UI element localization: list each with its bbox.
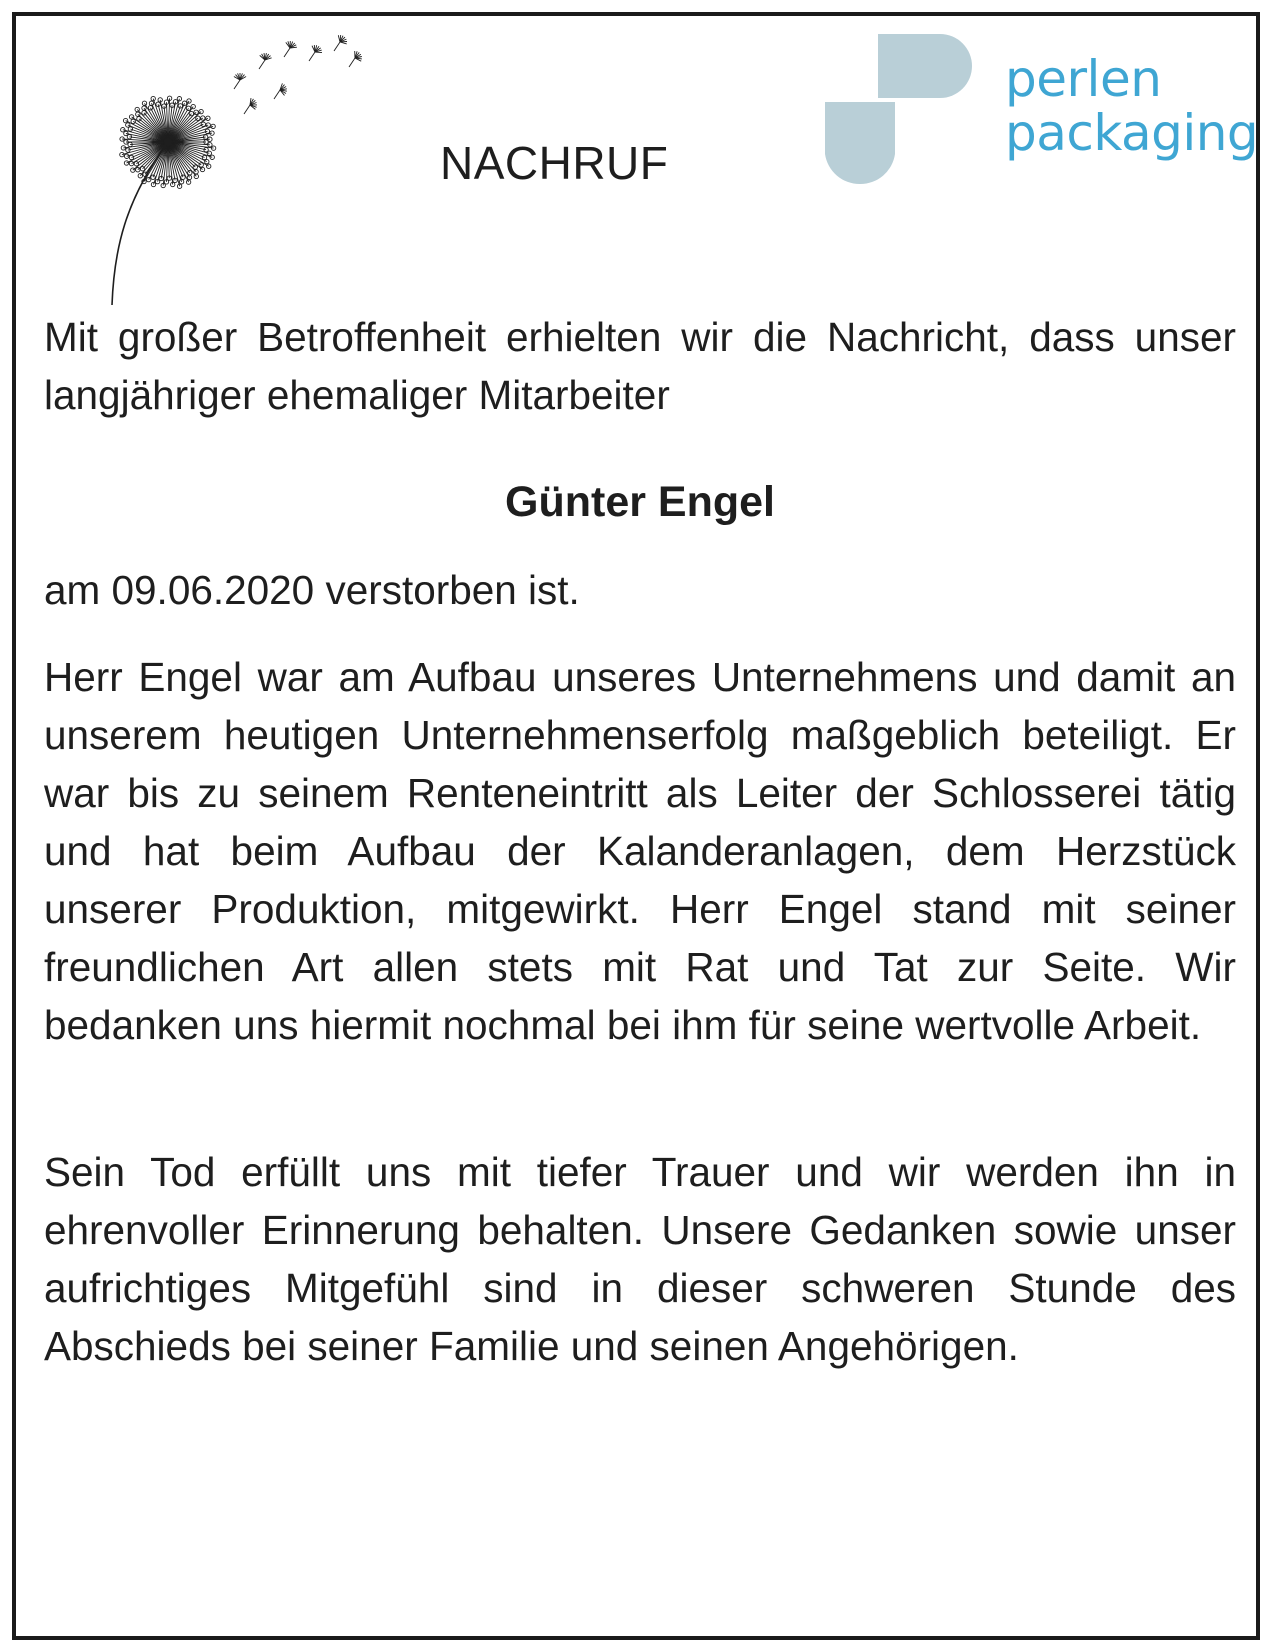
tribute-paragraph: Herr Engel war am Aufbau unseres Unternehmens und damit an unserem heutigen Unternehmenserfolg maßgeblich beteiligt. Er war bis zu seinem Renteneintritt als Leiter der Schlosserei tätig und hat beim Aufbau der Kalanderanlagen, dem Herzstück unserer Produktion, mitgewirkt. Herr Engel stand mit seiner freundlichen Art allen stets mit Rat und Tat zur Seite. Wir bedanken uns hiermit nochmal bei ihm für seine wertvolle Arbeit. xyxy=(44,654,1236,1048)
perlen-packaging-logo-icon xyxy=(825,34,985,199)
logo-line-2: packaging xyxy=(1005,104,1259,162)
date-line: am 09.06.2020 verstorben ist. xyxy=(44,567,580,613)
logo-line-1: perlen xyxy=(1005,50,1162,108)
page-title: NACHRUF xyxy=(440,137,669,189)
company-logo xyxy=(825,34,1259,199)
intro-text: Mit großer Betroffenheit erhielten wir die Nachricht, dass unser langjähriger ehemaliger Mitarbeiter xyxy=(44,314,1236,418)
condolence-paragraph: Sein Tod erfüllt uns mit tiefer Trauer und wir werden ihn in ehrenvoller Erinnerung behalten. Unsere Gedanken sowie unser aufrichtiges Mitgefühl sind in dieser schweren Stunde des Abschieds bei seiner Familie und seinen Angehörigen. xyxy=(44,1149,1236,1369)
logo-wordmark xyxy=(1005,52,1258,160)
dandelion-icon xyxy=(100,30,400,310)
deceased-name: Günter Engel xyxy=(505,478,775,526)
